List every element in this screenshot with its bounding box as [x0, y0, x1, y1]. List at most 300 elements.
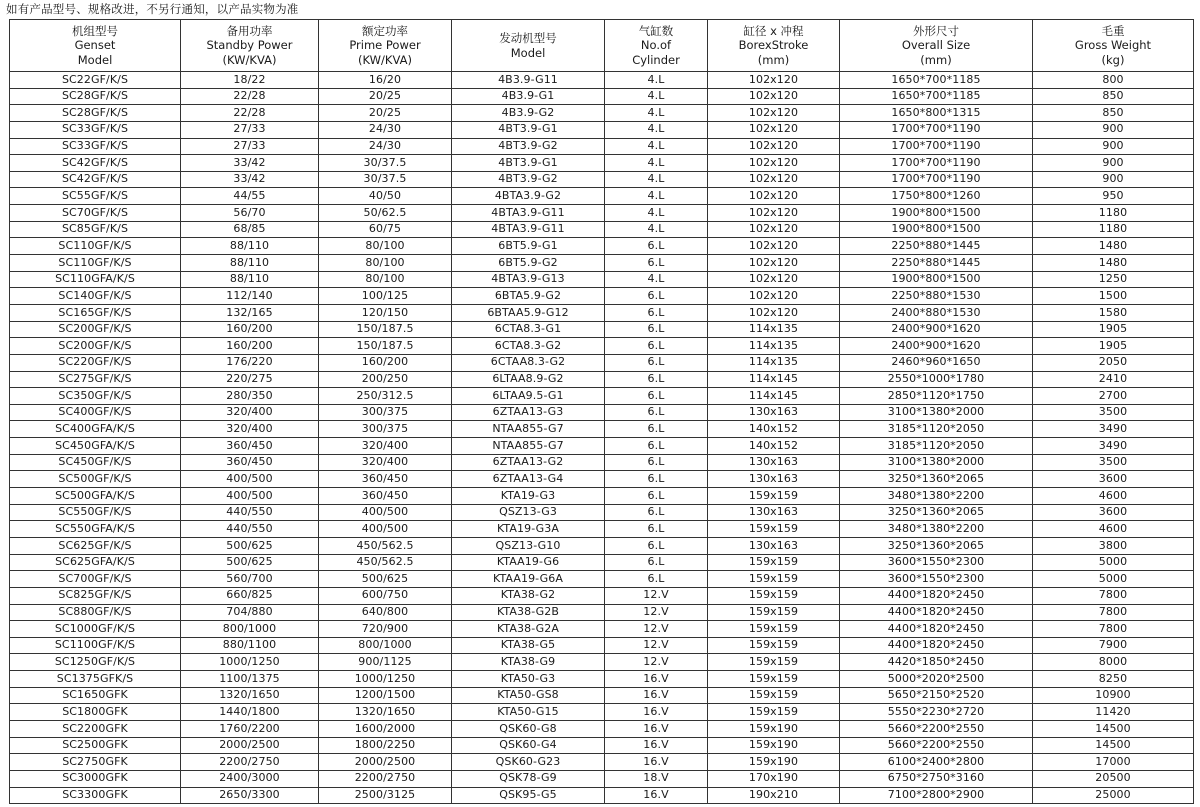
cell-overall-size: 2400*880*1530 [840, 304, 1033, 321]
table-row [10, 571, 1194, 588]
cell-genset-model: SC110GF/K/S [10, 238, 181, 255]
cell-bore-stroke: 190x210 [708, 787, 840, 804]
cell-prime-power: 450/562.5 [319, 554, 452, 571]
cell-bore-stroke: 159x159 [708, 687, 840, 704]
cell-engine-model: 6ZTAA13-G4 [452, 471, 605, 488]
cell-engine-model: KTA19-G3A [452, 521, 605, 538]
cell-overall-size: 4400*1820*2450 [840, 604, 1033, 621]
cell-prime-power: 720/900 [319, 621, 452, 638]
cell-genset-model: SC2500GFK [10, 737, 181, 754]
cell-gross-weight: 4600 [1033, 488, 1194, 505]
cell-cylinders: 4.L [605, 121, 708, 138]
table-row [10, 754, 1194, 771]
cell-overall-size: 5000*2020*2500 [840, 671, 1033, 688]
cell-genset-model: SC1100GF/K/S [10, 637, 181, 654]
cell-bore-stroke: 102x120 [708, 271, 840, 288]
cell-prime-power: 800/1000 [319, 637, 452, 654]
table-row [10, 304, 1194, 321]
cell-overall-size: 3100*1380*2000 [840, 404, 1033, 421]
cell-engine-model: 4B3.9-G1 [452, 88, 605, 105]
cell-bore-stroke: 102x120 [708, 138, 840, 155]
table-row [10, 105, 1194, 122]
cell-bore-stroke: 114x145 [708, 388, 840, 405]
cell-bore-stroke: 114x135 [708, 321, 840, 338]
cell-standby-power: 132/165 [181, 304, 319, 321]
cell-overall-size: 3185*1120*2050 [840, 438, 1033, 455]
cell-standby-power: 360/450 [181, 454, 319, 471]
cell-genset-model: SC33GF/K/S [10, 121, 181, 138]
cell-gross-weight: 2700 [1033, 388, 1194, 405]
cell-engine-model: KTA38-G2A [452, 621, 605, 638]
cell-cylinders: 6.L [605, 488, 708, 505]
table-row [10, 205, 1194, 222]
cell-gross-weight: 1905 [1033, 338, 1194, 355]
table-row [10, 155, 1194, 172]
cell-cylinders: 16.V [605, 671, 708, 688]
cell-standby-power: 2650/3300 [181, 787, 319, 804]
cell-gross-weight: 3500 [1033, 454, 1194, 471]
table-row [10, 554, 1194, 571]
table-row [10, 504, 1194, 521]
table-row [10, 72, 1194, 89]
cell-standby-power: 560/700 [181, 571, 319, 588]
cell-engine-model: QSK60-G4 [452, 737, 605, 754]
cell-engine-model: 6LTAA9.5-G1 [452, 388, 605, 405]
cell-bore-stroke: 159x159 [708, 604, 840, 621]
cell-standby-power: 660/825 [181, 587, 319, 604]
cell-gross-weight: 3600 [1033, 504, 1194, 521]
cell-gross-weight: 800 [1033, 72, 1194, 89]
cell-engine-model: KTA50-G3 [452, 671, 605, 688]
cell-cylinders: 6.L [605, 454, 708, 471]
table-row [10, 138, 1194, 155]
cell-engine-model: 4BT3.9-G2 [452, 138, 605, 155]
cell-overall-size: 1750*800*1260 [840, 188, 1033, 205]
cell-bore-stroke: 140x152 [708, 438, 840, 455]
cell-cylinders: 6.L [605, 554, 708, 571]
cell-overall-size: 6100*2400*2800 [840, 754, 1033, 771]
table-row [10, 521, 1194, 538]
cell-cylinders: 4.L [605, 221, 708, 238]
cell-standby-power: 1000/1250 [181, 654, 319, 671]
cell-bore-stroke: 159x190 [708, 737, 840, 754]
table-row [10, 438, 1194, 455]
cell-prime-power: 150/187.5 [319, 321, 452, 338]
cell-cylinders: 12.V [605, 587, 708, 604]
cell-cylinders: 6.L [605, 537, 708, 554]
cell-bore-stroke: 159x159 [708, 704, 840, 721]
cell-standby-power: 18/22 [181, 72, 319, 89]
cell-standby-power: 68/85 [181, 221, 319, 238]
cell-cylinders: 6.L [605, 504, 708, 521]
cell-cylinders: 6.L [605, 471, 708, 488]
table-row [10, 720, 1194, 737]
cell-standby-power: 88/110 [181, 238, 319, 255]
cell-cylinders: 4.L [605, 72, 708, 89]
cell-cylinders: 4.L [605, 171, 708, 188]
table-row [10, 471, 1194, 488]
cell-overall-size: 1650*700*1185 [840, 88, 1033, 105]
cell-prime-power: 60/75 [319, 221, 452, 238]
cell-genset-model: SC825GF/K/S [10, 587, 181, 604]
cell-prime-power: 24/30 [319, 121, 452, 138]
cell-overall-size: 5660*2200*2550 [840, 737, 1033, 754]
table-row [10, 354, 1194, 371]
cell-prime-power: 360/450 [319, 488, 452, 505]
table-row [10, 704, 1194, 721]
cell-bore-stroke: 130x163 [708, 504, 840, 521]
cell-standby-power: 88/110 [181, 271, 319, 288]
cell-overall-size: 4400*1820*2450 [840, 637, 1033, 654]
cell-cylinders: 6.L [605, 521, 708, 538]
cell-prime-power: 1320/1650 [319, 704, 452, 721]
cell-engine-model: 4BT3.9-G1 [452, 155, 605, 172]
cell-genset-model: SC1000GF/K/S [10, 621, 181, 638]
cell-overall-size: 7100*2800*2900 [840, 787, 1033, 804]
cell-standby-power: 22/28 [181, 88, 319, 105]
cell-cylinders: 4.L [605, 205, 708, 222]
cell-engine-model: KTA50-G15 [452, 704, 605, 721]
cell-genset-model: SC450GFA/K/S [10, 438, 181, 455]
cell-cylinders: 12.V [605, 637, 708, 654]
cell-standby-power: 704/880 [181, 604, 319, 621]
cell-gross-weight: 1580 [1033, 304, 1194, 321]
cell-genset-model: SC110GF/K/S [10, 255, 181, 272]
cell-engine-model: 4B3.9-G2 [452, 105, 605, 122]
cell-genset-model: SC110GFA/K/S [10, 271, 181, 288]
cell-standby-power: 112/140 [181, 288, 319, 305]
cell-gross-weight: 2410 [1033, 371, 1194, 388]
cell-prime-power: 80/100 [319, 271, 452, 288]
cell-overall-size: 2400*900*1620 [840, 338, 1033, 355]
table-row [10, 338, 1194, 355]
cell-genset-model: SC22GF/K/S [10, 72, 181, 89]
cell-genset-model: SC220GF/K/S [10, 354, 181, 371]
cell-prime-power: 20/25 [319, 105, 452, 122]
cell-overall-size: 1700*700*1190 [840, 155, 1033, 172]
cell-gross-weight: 900 [1033, 121, 1194, 138]
cell-cylinders: 6.L [605, 321, 708, 338]
cell-genset-model: SC700GF/K/S [10, 571, 181, 588]
cell-overall-size: 5660*2200*2550 [840, 720, 1033, 737]
cell-cylinders: 6.L [605, 421, 708, 438]
cell-engine-model: 6BT5.9-G1 [452, 238, 605, 255]
cell-gross-weight: 1180 [1033, 221, 1194, 238]
table-row [10, 604, 1194, 621]
cell-bore-stroke: 159x190 [708, 754, 840, 771]
cell-standby-power: 160/200 [181, 321, 319, 338]
cell-standby-power: 360/450 [181, 438, 319, 455]
cell-standby-power: 500/625 [181, 554, 319, 571]
cell-gross-weight: 5000 [1033, 571, 1194, 588]
cell-overall-size: 2850*1120*1750 [840, 388, 1033, 405]
cell-overall-size: 1650*700*1185 [840, 72, 1033, 89]
cell-engine-model: 6ZTAA13-G2 [452, 454, 605, 471]
cell-engine-model: KTA19-G3 [452, 488, 605, 505]
cell-prime-power: 80/100 [319, 255, 452, 272]
table-row [10, 271, 1194, 288]
cell-cylinders: 6.L [605, 238, 708, 255]
cell-engine-model: 6BTA5.9-G2 [452, 288, 605, 305]
cell-overall-size: 1900*800*1500 [840, 221, 1033, 238]
cell-engine-model: QSZ13-G3 [452, 504, 605, 521]
cell-standby-power: 176/220 [181, 354, 319, 371]
cell-cylinders: 6.L [605, 304, 708, 321]
cell-overall-size: 2460*960*1650 [840, 354, 1033, 371]
cell-gross-weight: 1500 [1033, 288, 1194, 305]
table-row [10, 770, 1194, 787]
cell-genset-model: SC3300GFK [10, 787, 181, 804]
cell-prime-power: 80/100 [319, 238, 452, 255]
cell-bore-stroke: 140x152 [708, 421, 840, 438]
cell-standby-power: 27/33 [181, 138, 319, 155]
genset-spec-table [9, 19, 1194, 804]
cell-overall-size: 2400*900*1620 [840, 321, 1033, 338]
header-genset-model: 机组型号 Genset Model [10, 20, 181, 72]
cell-genset-model: SC500GF/K/S [10, 471, 181, 488]
cell-bore-stroke: 102x120 [708, 255, 840, 272]
cell-standby-power: 400/500 [181, 488, 319, 505]
cell-prime-power: 160/200 [319, 354, 452, 371]
cell-standby-power: 88/110 [181, 255, 319, 272]
cell-engine-model: 6LTAA8.9-G2 [452, 371, 605, 388]
cell-overall-size: 3480*1380*2200 [840, 488, 1033, 505]
cell-bore-stroke: 102x120 [708, 88, 840, 105]
cell-overall-size: 4400*1820*2450 [840, 621, 1033, 638]
table-row [10, 637, 1194, 654]
cell-prime-power: 400/500 [319, 521, 452, 538]
cell-engine-model: NTAA855-G7 [452, 438, 605, 455]
cell-gross-weight: 1180 [1033, 205, 1194, 222]
cell-gross-weight: 10900 [1033, 687, 1194, 704]
cell-overall-size: 4420*1850*2450 [840, 654, 1033, 671]
cell-genset-model: SC1650GFK [10, 687, 181, 704]
cell-gross-weight: 8000 [1033, 654, 1194, 671]
cell-bore-stroke: 102x120 [708, 121, 840, 138]
table-row [10, 371, 1194, 388]
cell-standby-power: 220/275 [181, 371, 319, 388]
disclaimer-note: 如有产品型号、规格改进，不另行通知，以产品实物为准 [6, 2, 299, 16]
cell-prime-power: 16/20 [319, 72, 452, 89]
table-row [10, 454, 1194, 471]
cell-genset-model: SC275GF/K/S [10, 371, 181, 388]
cell-genset-model: SC28GF/K/S [10, 88, 181, 105]
table-row [10, 321, 1194, 338]
cell-prime-power: 150/187.5 [319, 338, 452, 355]
cell-gross-weight: 900 [1033, 171, 1194, 188]
cell-gross-weight: 850 [1033, 88, 1194, 105]
cell-genset-model: SC33GF/K/S [10, 138, 181, 155]
cell-gross-weight: 850 [1033, 105, 1194, 122]
cell-overall-size: 5550*2230*2720 [840, 704, 1033, 721]
cell-cylinders: 4.L [605, 138, 708, 155]
cell-prime-power: 450/562.5 [319, 537, 452, 554]
cell-cylinders: 6.L [605, 388, 708, 405]
cell-prime-power: 1600/2000 [319, 720, 452, 737]
cell-overall-size: 6750*2750*3160 [840, 770, 1033, 787]
cell-standby-power: 400/500 [181, 471, 319, 488]
cell-gross-weight: 8250 [1033, 671, 1194, 688]
cell-prime-power: 250/312.5 [319, 388, 452, 405]
cell-genset-model: SC880GF/K/S [10, 604, 181, 621]
cell-bore-stroke: 102x120 [708, 205, 840, 222]
cell-standby-power: 44/55 [181, 188, 319, 205]
cell-cylinders: 12.V [605, 654, 708, 671]
table-row [10, 404, 1194, 421]
cell-engine-model: KTA38-G2B [452, 604, 605, 621]
cell-overall-size: 3600*1550*2300 [840, 554, 1033, 571]
table-header-row [10, 20, 1194, 72]
table-row [10, 737, 1194, 754]
cell-standby-power: 1440/1800 [181, 704, 319, 721]
header-standby-power: 备用功率 Standby Power (KW/KVA) [181, 20, 319, 72]
header-engine-model: 发动机型号 Model [452, 20, 605, 72]
table-row [10, 121, 1194, 138]
cell-genset-model: SC70GF/K/S [10, 205, 181, 222]
cell-genset-model: SC550GFA/K/S [10, 521, 181, 538]
cell-bore-stroke: 130x163 [708, 537, 840, 554]
cell-prime-power: 30/37.5 [319, 155, 452, 172]
cell-standby-power: 2200/2750 [181, 754, 319, 771]
cell-overall-size: 3250*1360*2065 [840, 471, 1033, 488]
cell-prime-power: 1200/1500 [319, 687, 452, 704]
cell-gross-weight: 900 [1033, 155, 1194, 172]
cell-prime-power: 100/125 [319, 288, 452, 305]
cell-gross-weight: 4600 [1033, 521, 1194, 538]
cell-gross-weight: 3600 [1033, 471, 1194, 488]
cell-genset-model: SC1250GF/K/S [10, 654, 181, 671]
cell-engine-model: 4BTA3.9-G13 [452, 271, 605, 288]
cell-gross-weight: 5000 [1033, 554, 1194, 571]
cell-cylinders: 4.L [605, 188, 708, 205]
cell-prime-power: 200/250 [319, 371, 452, 388]
cell-bore-stroke: 170x190 [708, 770, 840, 787]
cell-gross-weight: 3500 [1033, 404, 1194, 421]
cell-standby-power: 22/28 [181, 105, 319, 122]
cell-prime-power: 2000/2500 [319, 754, 452, 771]
cell-engine-model: QSK60-G23 [452, 754, 605, 771]
cell-engine-model: 6CTA8.3-G2 [452, 338, 605, 355]
cell-engine-model: QSK78-G9 [452, 770, 605, 787]
cell-bore-stroke: 102x120 [708, 105, 840, 122]
cell-cylinders: 6.L [605, 571, 708, 588]
cell-standby-power: 1760/2200 [181, 720, 319, 737]
table-row [10, 787, 1194, 804]
cell-gross-weight: 950 [1033, 188, 1194, 205]
cell-engine-model: KTA50-GS8 [452, 687, 605, 704]
cell-prime-power: 20/25 [319, 88, 452, 105]
cell-cylinders: 18.V [605, 770, 708, 787]
table-row [10, 421, 1194, 438]
cell-bore-stroke: 130x163 [708, 471, 840, 488]
cell-overall-size: 2550*1000*1780 [840, 371, 1033, 388]
cell-overall-size: 3185*1120*2050 [840, 421, 1033, 438]
cell-standby-power: 33/42 [181, 171, 319, 188]
cell-engine-model: QSK60-G8 [452, 720, 605, 737]
cell-engine-model: KTA38-G9 [452, 654, 605, 671]
cell-engine-model: 4BTA3.9-G11 [452, 205, 605, 222]
cell-prime-power: 24/30 [319, 138, 452, 155]
cell-genset-model: SC400GFA/K/S [10, 421, 181, 438]
cell-genset-model: SC625GFA/K/S [10, 554, 181, 571]
cell-overall-size: 5650*2150*2520 [840, 687, 1033, 704]
cell-engine-model: KTAA19-G6A [452, 571, 605, 588]
cell-standby-power: 800/1000 [181, 621, 319, 638]
cell-bore-stroke: 159x159 [708, 571, 840, 588]
header-prime-power: 额定功率 Prime Power (KW/KVA) [319, 20, 452, 72]
cell-gross-weight: 14500 [1033, 720, 1194, 737]
cell-overall-size: 2250*880*1445 [840, 255, 1033, 272]
cell-genset-model: SC625GF/K/S [10, 537, 181, 554]
cell-cylinders: 16.V [605, 754, 708, 771]
cell-genset-model: SC400GF/K/S [10, 404, 181, 421]
cell-prime-power: 1000/1250 [319, 671, 452, 688]
cell-gross-weight: 3490 [1033, 421, 1194, 438]
cell-bore-stroke: 159x159 [708, 587, 840, 604]
cell-gross-weight: 7800 [1033, 621, 1194, 638]
table-row [10, 238, 1194, 255]
cell-prime-power: 50/62.5 [319, 205, 452, 222]
cell-prime-power: 300/375 [319, 404, 452, 421]
cell-genset-model: SC2200GFK [10, 720, 181, 737]
table-row [10, 221, 1194, 238]
header-bore-stroke: 缸径 x 冲程 BorexStroke (mm) [708, 20, 840, 72]
table-row [10, 621, 1194, 638]
cell-engine-model: 6CTAA8.3-G2 [452, 354, 605, 371]
cell-gross-weight: 1480 [1033, 255, 1194, 272]
cell-standby-power: 1320/1650 [181, 687, 319, 704]
cell-prime-power: 640/800 [319, 604, 452, 621]
cell-standby-power: 56/70 [181, 205, 319, 222]
cell-bore-stroke: 102x120 [708, 221, 840, 238]
cell-overall-size: 1650*800*1315 [840, 105, 1033, 122]
cell-gross-weight: 7800 [1033, 604, 1194, 621]
cell-overall-size: 3250*1360*2065 [840, 504, 1033, 521]
cell-bore-stroke: 130x163 [708, 454, 840, 471]
cell-cylinders: 12.V [605, 621, 708, 638]
cell-bore-stroke: 159x159 [708, 671, 840, 688]
cell-bore-stroke: 114x135 [708, 354, 840, 371]
cell-engine-model: KTA38-G5 [452, 637, 605, 654]
cell-genset-model: SC550GF/K/S [10, 504, 181, 521]
cell-bore-stroke: 159x159 [708, 637, 840, 654]
cell-gross-weight: 20500 [1033, 770, 1194, 787]
cell-engine-model: 4BT3.9-G2 [452, 171, 605, 188]
cell-gross-weight: 25000 [1033, 787, 1194, 804]
cell-overall-size: 2250*880*1445 [840, 238, 1033, 255]
cell-engine-model: NTAA855-G7 [452, 421, 605, 438]
header-overall-size: 外形尺寸 Overall Size (mm) [840, 20, 1033, 72]
cell-genset-model: SC1375GFK/S [10, 671, 181, 688]
cell-cylinders: 4.L [605, 155, 708, 172]
cell-prime-power: 320/400 [319, 454, 452, 471]
cell-standby-power: 320/400 [181, 404, 319, 421]
cell-genset-model: SC3000GFK [10, 770, 181, 787]
cell-engine-model: 6CTA8.3-G1 [452, 321, 605, 338]
cell-prime-power: 2200/2750 [319, 770, 452, 787]
cell-overall-size: 3600*1550*2300 [840, 571, 1033, 588]
cell-cylinders: 16.V [605, 787, 708, 804]
cell-cylinders: 16.V [605, 687, 708, 704]
cell-cylinders: 16.V [605, 704, 708, 721]
cell-bore-stroke: 114x145 [708, 371, 840, 388]
cell-cylinders: 6.L [605, 288, 708, 305]
cell-standby-power: 500/625 [181, 537, 319, 554]
cell-overall-size: 3250*1360*2065 [840, 537, 1033, 554]
cell-cylinders: 6.L [605, 404, 708, 421]
cell-prime-power: 1800/2250 [319, 737, 452, 754]
cell-genset-model: SC28GF/K/S [10, 105, 181, 122]
